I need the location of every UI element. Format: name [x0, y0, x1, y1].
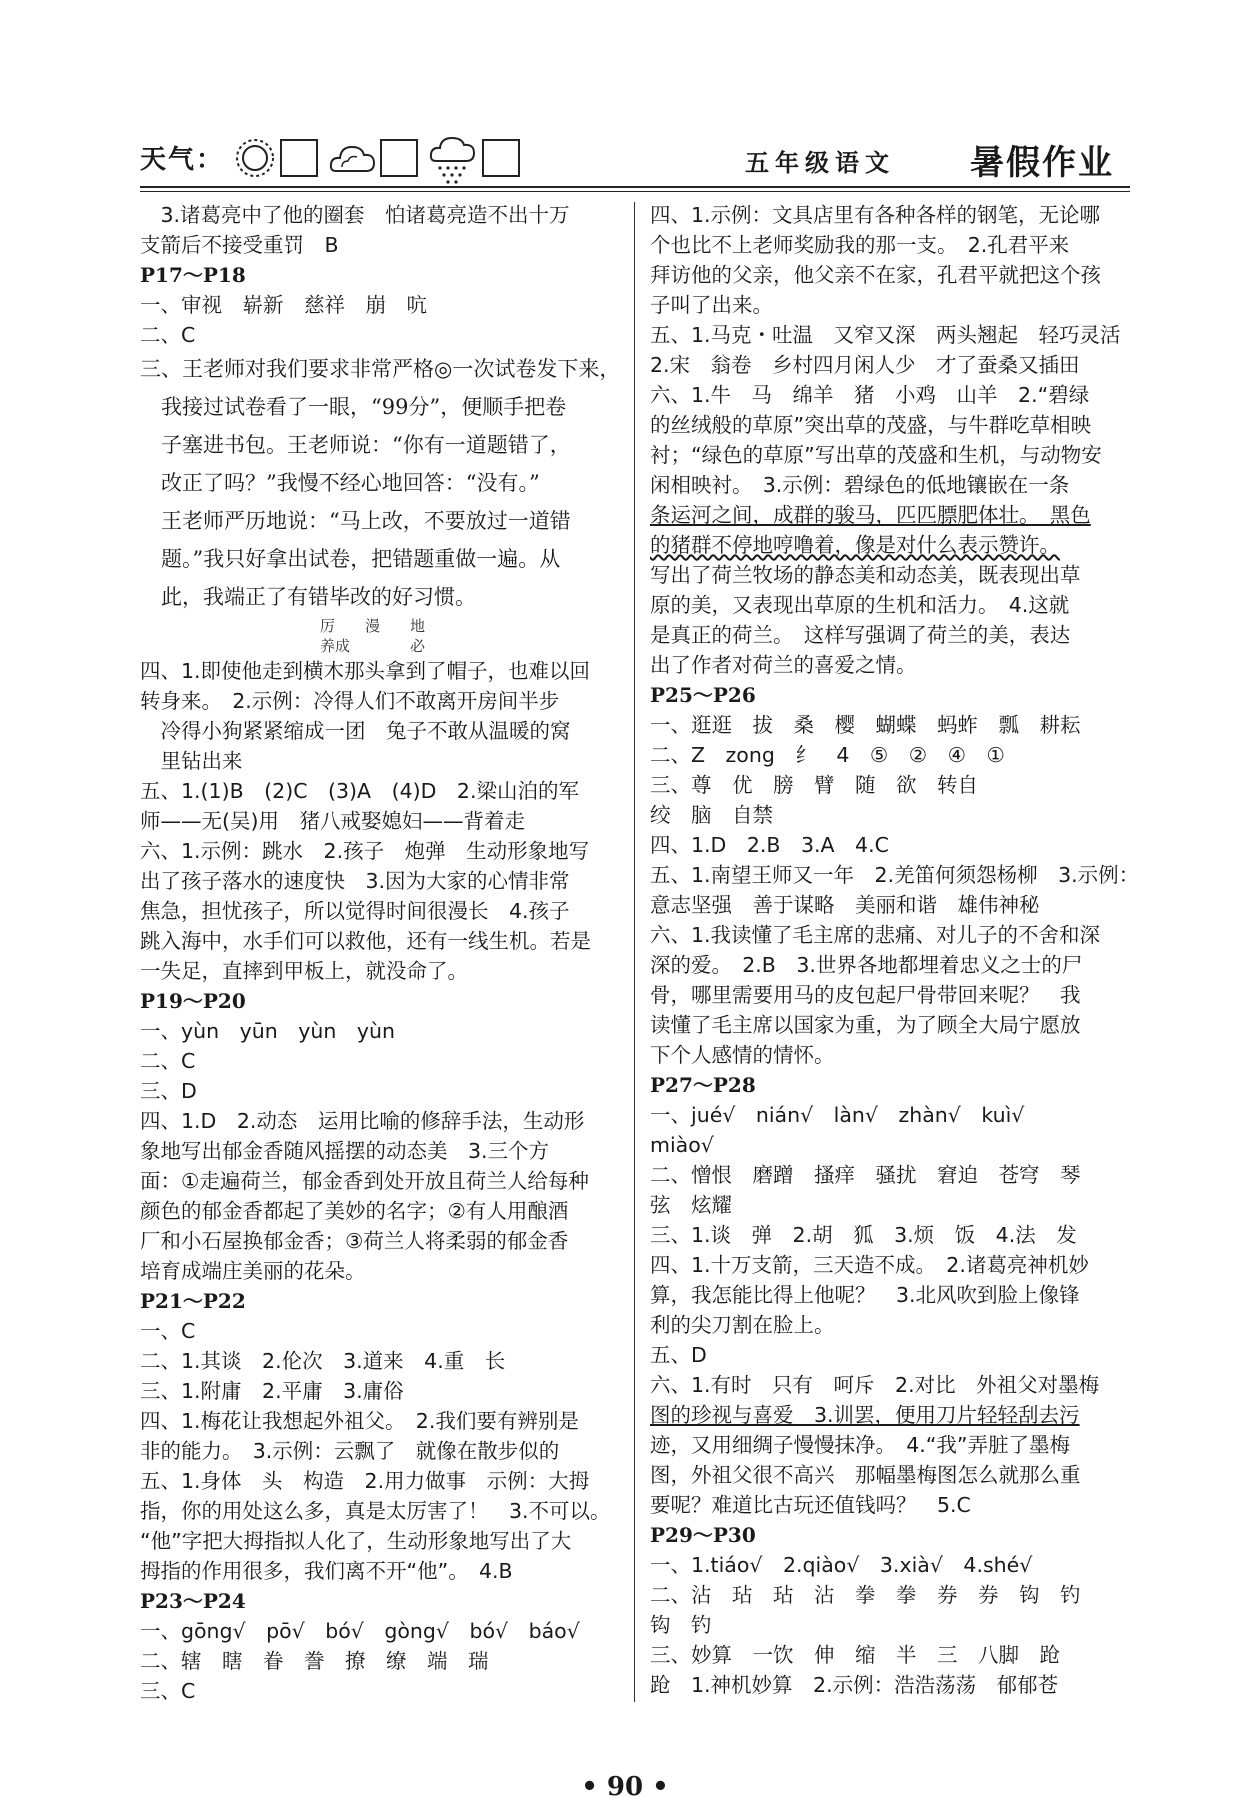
answer-line: 下个人感情的情怀。: [650, 1043, 835, 1067]
correction-marks: 养成 必: [140, 637, 426, 655]
answer-line: 支箭后不接受重罚 B: [140, 233, 339, 257]
column-divider: [634, 202, 635, 1702]
answer-line: 的丝绒般的草原”突出草的茂盛，与牛群吃草相映: [650, 413, 1092, 437]
series-title: 暑假作业: [970, 143, 1114, 183]
sun-checkbox: [280, 139, 318, 177]
answer-line: 四、1.示例：文具店里有各种各样的钢笔，无论哪: [650, 203, 1101, 227]
proofread-line: 改正了吗？”我慢不经心地回答：“没有。”: [140, 471, 540, 495]
answer-line: 骨，哪里需要用马的皮包起尸骨带回来呢？ 我: [650, 983, 1081, 1007]
answer-line: 五、1.身体 头 构造 2.用力做事 示例：大拇: [140, 1469, 590, 1493]
answer-line: 图的珍视与喜爱 3.训罢，便用刀片轻轻刮去污: [650, 1403, 1080, 1427]
answer-line: 四、1.D 2.B 3.A 4.C: [650, 833, 889, 857]
answer-line: 3.诸葛亮中了他的圈套 怕诸葛亮造不出十万: [140, 203, 570, 227]
section-heading: P25～P26: [650, 683, 756, 707]
section-heading: P19～P20: [140, 989, 246, 1013]
answer-line: 面：①走遍荷兰，郁金香到处开放且荷兰人给每种: [140, 1169, 589, 1193]
answer-line: 六、1.有时 只有 呵斥 2.对比 外祖父对墨梅: [650, 1373, 1100, 1397]
left-column: [140, 200, 628, 1706]
answer-line: 图，外祖父很不高兴 那幅墨梅图怎么就那么重: [650, 1463, 1081, 1487]
rain-checkbox: [482, 139, 520, 177]
answer-line: 衬；“绿色的草原”写出草的茂盛和生机，与动物安: [650, 443, 1102, 467]
answer-line: 四、1.十万支箭，三天造不成。 2.诸葛亮神机妙: [650, 1253, 1089, 1277]
answer-line: 五、1.(1)B (2)C (3)A (4)D 2.梁山泊的军: [140, 779, 579, 803]
section-heading: P21～P22: [140, 1289, 246, 1313]
answer-line: 三、1.谈 弹 2.胡 狐 3.烦 饭 4.法 发: [650, 1223, 1077, 1247]
answer-line: 一、C: [140, 1319, 196, 1343]
proofread-line: 题。”我只好拿出试卷，把错题重做一遍。从: [140, 547, 561, 571]
answer-line: 四、1.D 2.动态 运用比喻的修辞手法，生动形: [140, 1109, 585, 1133]
answer-line: 闲相映衬。 3.示例：碧绿色的低地镶嵌在一条: [650, 473, 1070, 497]
answer-line: 二、C: [140, 323, 196, 347]
answer-line: 颜色的郁金香都起了美妙的名字；②有人用酿酒: [140, 1199, 569, 1223]
cloud-checkbox: [380, 139, 418, 177]
proofread-line: 王老师严历地说：“马上改，不要放过一道错: [140, 509, 571, 533]
answer-line: 师——无(吴)用 猪八戒娶媳妇——背着走: [140, 809, 525, 833]
answer-line: 六、1.牛 马 绵羊 猪 小鸡 山羊 2.“碧绿: [650, 383, 1090, 407]
answer-line: miào√: [650, 1133, 714, 1157]
answer-line: 一、逛逛 拔 桑 樱 蝴蝶 蚂蚱 瓢 耕耘: [650, 713, 1081, 737]
page-number: • 90 •: [581, 1772, 669, 1802]
answer-line: 意志坚强 善于谋略 美丽和谐 雄伟神秘: [650, 893, 1040, 917]
answer-line: 一、审视 崭新 慈祥 崩 吭: [140, 293, 427, 317]
answer-line: 利的尖刀割在脸上。: [650, 1313, 835, 1337]
page-header: [140, 135, 1140, 185]
proofread-line: 我接过试卷看了一眼，“99分”，便顺手把卷: [140, 395, 567, 419]
answer-line: 出了作者对荷兰的喜爱之情。: [650, 653, 917, 677]
answer-line: 条运河之间，成群的骏马，匹匹膘肥体壮。 黑色: [650, 503, 1091, 527]
answer-line: 指，你的用处这么多，真是太厉害了！ 3.不可以。: [140, 1499, 611, 1523]
answer-line: 三、D: [140, 1079, 197, 1103]
answer-line: 二、辖 瞎 眷 誊 撩 缭 端 瑞: [140, 1649, 489, 1673]
answer-line: 写出了荷兰牧场的静态美和动态美，既表现出草: [650, 563, 1081, 587]
answer-line: 五、1.马克・吐温 又窄又深 两头翘起 轻巧灵活: [650, 323, 1121, 347]
correction-marks: 厉 漫 地: [140, 617, 426, 635]
answer-line: 算，我怎能比得上他呢？ 3.北风吹到脸上像锋: [650, 1283, 1080, 1307]
answer-line: 六、1.示例：跳水 2.孩子 炮弹 生动形象地写: [140, 839, 590, 863]
grade-subject: 五年级语文: [745, 148, 895, 177]
header-rule: [140, 186, 1130, 188]
answer-line: 拜访他的父亲，他父亲不在家，孔君平就把这个孩: [650, 263, 1101, 287]
answer-line: 钩 钓: [650, 1613, 712, 1637]
answer-line: 四、1.即使他走到横木那头拿到了帽子，也难以回: [140, 659, 591, 683]
answer-line: 三、尊 优 膀 臂 随 欲 转自: [650, 773, 978, 797]
answer-line: 一失足，直摔到甲板上，就没命了。: [140, 959, 468, 983]
answer-line: 要呢？难道比古玩还值钱吗？ 5.C: [650, 1493, 971, 1517]
answer-line: 2.宋 翁卷 乡村四月闲人少 才了蚕桑又插田: [650, 353, 1080, 377]
answer-line: 读懂了毛主席以国家为重，为了顾全大局宁愿放: [650, 1013, 1081, 1037]
answer-line: 二、1.其谈 2.伦次 3.道来 4.重 长: [140, 1349, 506, 1373]
answer-line: 二、憎恨 磨蹭 搔痒 骚扰 窘迫 苍穹 琴: [650, 1163, 1081, 1187]
answer-line: 一、gōng√ pō√ bó√ gòng√ bó√ báo√: [140, 1619, 580, 1643]
answer-line: 三、妙算 一饮 伸 缩 半 三 八脚 跄: [650, 1643, 1060, 1667]
answer-line: 五、1.南望王师又一年 2.羌笛何须怨杨柳 3.示例：: [650, 863, 1140, 887]
answer-line: 二、Z zong 纟 4 ⑤ ② ④ ①: [650, 743, 1005, 767]
answer-line: 出了孩子落水的速度快 3.因为大家的心情非常: [140, 869, 570, 893]
answer-line: 转身来。 2.示例：冷得人们不敢离开房间半步: [140, 689, 560, 713]
answer-line: 二、沾 玷 玷 沾 拳 拳 券 券 钩 钓: [650, 1583, 1081, 1607]
answer-line: 三、C: [140, 1679, 196, 1703]
rain-cloud-icon: [428, 135, 480, 185]
answer-line: 迹，又用细绸子慢慢抹净。 4.“我”弄脏了墨梅: [650, 1433, 1071, 1457]
answer-line: 一、yùn yūn yùn yùn: [140, 1019, 395, 1043]
answer-line: 非的能力。 3.示例：云飘了 就像在散步似的: [140, 1439, 560, 1463]
answer-line: 象地写出郁金香随风摇摆的动态美 3.三个方: [140, 1139, 550, 1163]
proofread-line: 子塞进书包。王老师说：“你有一道题错了，: [140, 433, 571, 457]
answer-line: 五、D: [650, 1343, 707, 1367]
right-column: [650, 200, 1140, 1700]
answer-line: 个也比不上老师奖励我的那一支。 2.孔君平来: [650, 233, 1070, 257]
answer-line: 拇指的作用很多，我们离不开“他”。 4.B: [140, 1559, 513, 1583]
answer-line: “他”字把大拇指拟人化了，生动形象地写出了大: [140, 1529, 572, 1553]
weather-label: 天气：: [140, 145, 225, 175]
proofread-line: 此，我端正了有错毕改的好习惯。: [140, 585, 476, 609]
answer-line: 厂和小石屋换郁金香；③荷兰人将柔弱的郁金香: [140, 1229, 569, 1253]
section-heading: P27～P28: [650, 1073, 756, 1097]
answer-line: 子叫了出来。: [650, 293, 773, 317]
answer-line: 一、1.tiáo√ 2.qiào√ 3.xià√ 4.shé√: [650, 1553, 1033, 1577]
answer-line: 冷得小狗紧紧缩成一团 兔子不敢从温暖的窝: [140, 719, 571, 743]
answer-line: 三、1.附庸 2.平庸 3.庸俗: [140, 1379, 404, 1403]
answer-line: 六、1.我读懂了毛主席的悲痛、对儿子的不舍和深: [650, 923, 1101, 947]
answer-line: 四、1.梅花让我想起外祖父。 2.我们要有辨别是: [140, 1409, 579, 1433]
section-heading: P29～P30: [650, 1523, 756, 1547]
answer-line: 二、C: [140, 1049, 196, 1073]
answer-line: 焦急，担忧孩子，所以觉得时间很漫长 4.孩子: [140, 899, 570, 923]
answer-line: 弦 炫耀: [650, 1193, 732, 1217]
proofread-line: 三、王老师对我们要求非常严格◎一次试卷发下来，: [140, 357, 621, 381]
header-rule-thin: [140, 191, 1130, 192]
answer-line: 一、jué√ nián√ làn√ zhàn√ kuì√: [650, 1103, 1025, 1127]
cloud-icon: [328, 135, 378, 181]
answer-line: 的猪群不停地哼噜着，像是对什么表示赞许。: [650, 533, 1060, 557]
section-heading: P23～P24: [140, 1589, 246, 1613]
section-heading: P17～P18: [140, 263, 246, 287]
answer-line: 原的美，又表现出草原的生机和活力。 4.这就: [650, 593, 1070, 617]
answer-line: 绞 脑 自禁: [650, 803, 773, 827]
answer-line: 跄 1.神机妙算 2.示例：浩浩荡荡 郁郁苍: [650, 1673, 1059, 1697]
answer-line: 是真正的荷兰。 这样写强调了荷兰的美，表达: [650, 623, 1071, 647]
answer-line: 里钻出来: [140, 749, 243, 773]
answer-line: 跳入海中，水手们可以救他，还有一线生机。若是: [140, 929, 591, 953]
answer-line: 培育成端庄美丽的花朵。: [140, 1259, 366, 1283]
sun-icon: [232, 135, 278, 181]
answer-line: 深的爱。 2.B 3.世界各地都埋着忠义之士的尸: [650, 953, 1083, 977]
